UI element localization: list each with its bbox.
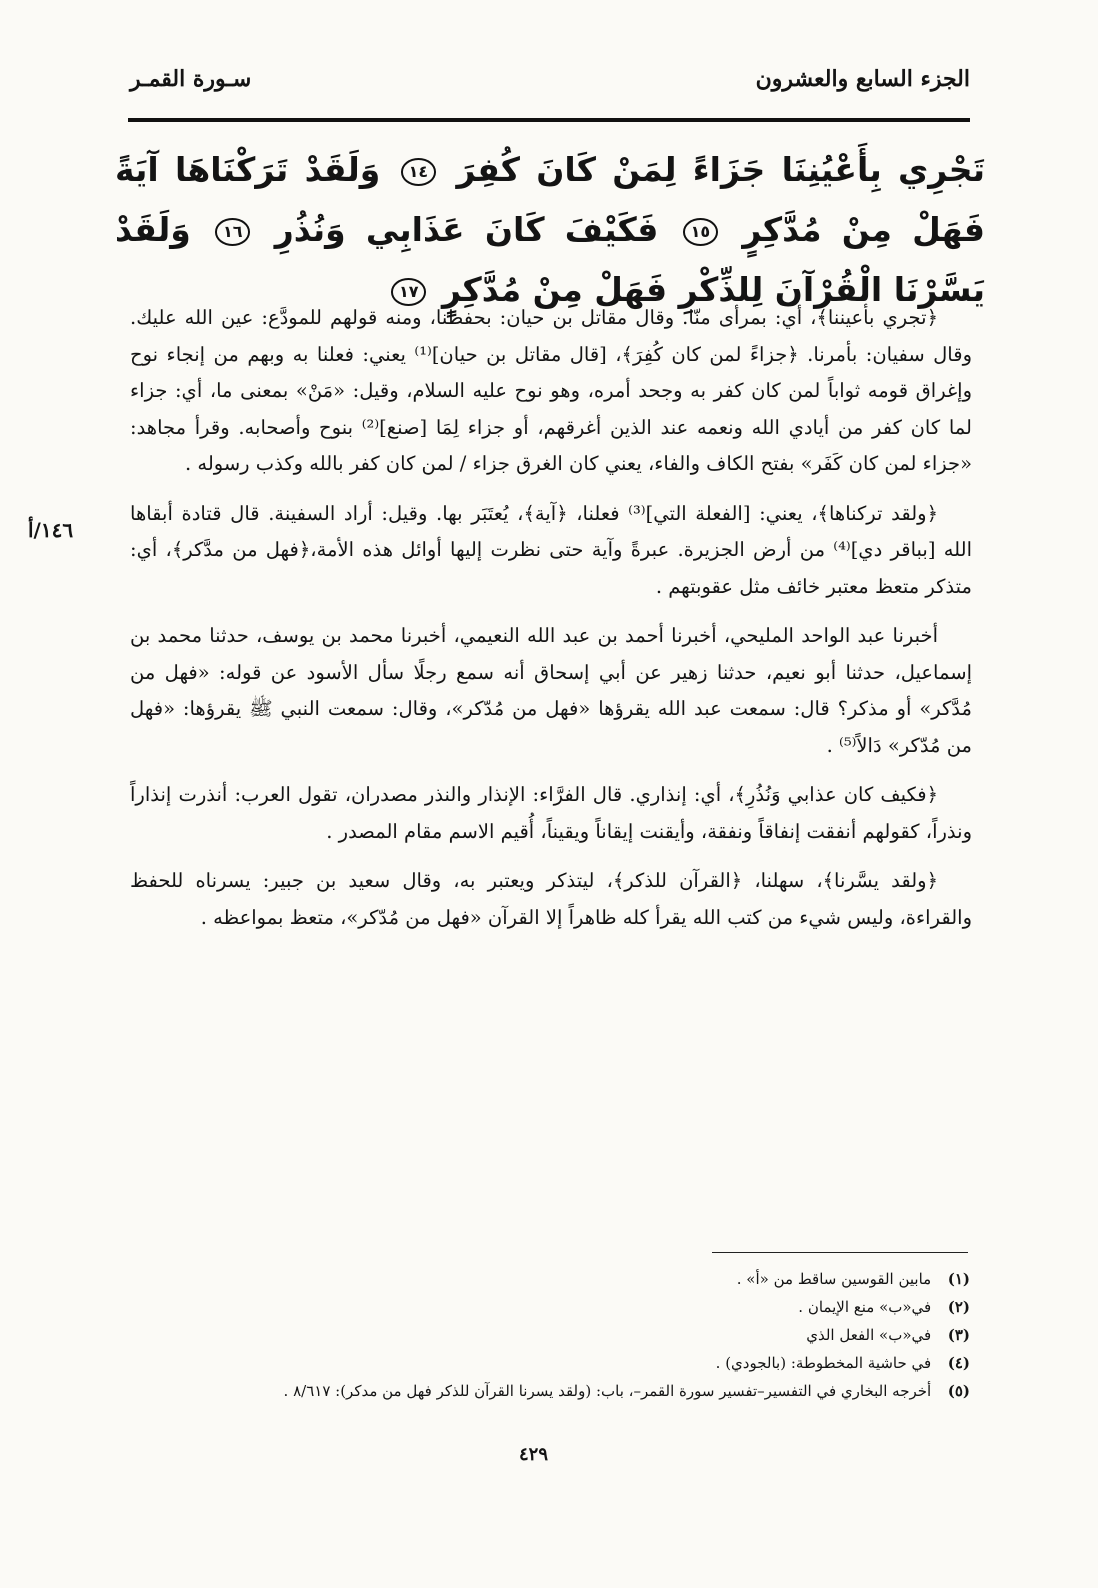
verse-text: تَجْرِي بِأَعْيُنِنَا جَزَاءً لِمَنْ كَانَ كُفِرَ bbox=[456, 150, 985, 189]
commentary-paragraph: ﴿ولقد يسَّرنا﴾، سهلنا، ﴿القرآن للذكر﴾، ليتذكر ويعتبر به، وقال سعيد بن جبير: يسرناه للحفظ والقراءة، وليس شيء من كتب الله يقرأ كله ظاهراً إلا القرآن «فهل من مُدّكر»، متعظ بمواعظه . bbox=[130, 869, 972, 929]
footnote-number: (٣) bbox=[947, 1326, 970, 1344]
quran-verses-block bbox=[115, 140, 985, 320]
footnote-separator bbox=[712, 1252, 968, 1253]
verse-text: وَلَقَدْ يَسَّرْنَا الْقُرْآنَ لِلذِّكْرِ فَهَلْ مِنْ مُدَّكِرٍ bbox=[115, 210, 985, 309]
footnote-item bbox=[140, 1349, 970, 1377]
commentary-paragraph: ﴿تجري بأعيننا﴾، أي: بمرأى منّا. وقال مقاتل بن حيان: بحفظنا، ومنه قولهم للمودَّع: عين الله عليك. وقال سفيان: بأمرنا. ﴿جزاءً لمن كان كُفِرَ﴾، [قال مقاتل بن حيان]⁽¹⁾ يعني: فعلنا به وبهم من إنجاء نوح وإغراق قومه ثواباً لمن كان كفر به وجحد أمره، وهو نوح عليه السلام، وقيل: «مَنْ» بمعنى ما، أي: جزاء لما كان كفر من أيادي الله ونعمه عند الذين أغرقهم، أو جزاء لِمَا [صنع]⁽²⁾ بنوح وأصحابه. وقرأ مجاهد: «جزاء لمن كان كَفَر» بفتح الكاف والفاء، يعني كان الغرق جزاء / لمن كان كفر بالله وكذب رسوله . bbox=[130, 306, 972, 475]
footnote-text: مابين القوسين ساقط من «أ» . bbox=[736, 1270, 932, 1288]
verse-text: فَكَيْفَ كَانَ عَذَابِي وَنُذُرِ bbox=[274, 210, 659, 249]
footnote-number: (١) bbox=[947, 1270, 970, 1288]
ayah-number-marker: ١٥ bbox=[683, 218, 719, 246]
header-rule bbox=[128, 118, 970, 122]
footnote-item bbox=[140, 1377, 970, 1405]
ayah-number-marker: ١٦ bbox=[215, 218, 251, 246]
footnote-number: (٤) bbox=[947, 1354, 970, 1372]
commentary-paragraph: ﴿فكيف كان عذابي وَنُذُرِ﴾، أي: إنذاري. قال الفرَّاء: الإنذار والنذر مصدران، تقول العرب: أنذرت إنذاراً ونذراً، كقولهم أنفقت إنفاقاً ونفقة، وأيقنت إيقاناً ويقيناً، أُقيم الاسم مقام المصدر . bbox=[130, 783, 972, 843]
running-header-part: الجزء السابع والعشرون bbox=[755, 66, 970, 92]
commentary-body bbox=[130, 300, 972, 949]
footnote-item bbox=[140, 1265, 970, 1293]
footnote-number: (٥) bbox=[947, 1382, 970, 1400]
manuscript-folio-note: ١٤٦/أ bbox=[28, 518, 74, 542]
footnote-item bbox=[140, 1321, 970, 1349]
footnotes bbox=[140, 1265, 970, 1405]
ayah-number-marker: ١٧ bbox=[391, 278, 427, 306]
running-header-surah: سـورة القمـر bbox=[130, 66, 252, 92]
hadith-paragraph: أخبرنا عبد الواحد المليحي، أخبرنا أحمد بن عبد الله النعيمي، أخبرنا محمد بن يوسف، حدثنا محمد بن إسماعيل، حدثنا أبو نعيم، حدثنا زهير عن أبي إسحاق أنه سمع رجلًا سأل الأسود عن قوله: «فهل من مُدَّكر» أو مذكر؟ قال: سمعت عبد الله يقرؤها «فهل من مُدّكر»، وقال: سمعت النبي ﷺ يقرؤها: «فهل من مُدّكر» دَالاً⁽⁵⁾ . bbox=[130, 624, 972, 757]
footnote-text: أخرجه البخاري في التفسير–تفسير سورة القمر–، باب: (ولقد يسرنا القرآن للذكر فهل من مدكر): ٨/٦١٧ . bbox=[283, 1382, 932, 1400]
footnote-text: في«ب» الفعل الذي bbox=[806, 1326, 932, 1344]
page-number: ٤٢٩ bbox=[519, 1444, 549, 1465]
footnote-text: في«ب» منع الإيمان . bbox=[798, 1298, 932, 1316]
verse-text: وَلَقَدْ تَرَكْنَاهَا آيَةً فَهَلْ مِنْ مُدَّكِرٍ bbox=[115, 150, 985, 249]
footnote-item bbox=[140, 1293, 970, 1321]
commentary-paragraph: ﴿ولقد تركناها﴾، يعني: [الفعلة التي]⁽³⁾ فعلنا، ﴿آية﴾، يُعتَبَر بها. وقيل: أراد السفينة. قال قتادة أبقاها الله [بباقر دي]⁽⁴⁾ من أرض الجزيرة. عبرةً وآية حتى نظرت إليها أوائل هذه الأمة،﴿فهل من مدَّكر﴾، أي: متذكر متعظ معتبر خائف مثل عقوبتهم . bbox=[130, 501, 972, 598]
footnote-text: في حاشية المخطوطة: (بالجودي) . bbox=[715, 1354, 932, 1372]
ayah-number-marker: ١٤ bbox=[401, 158, 437, 186]
footnote-number: (٢) bbox=[947, 1298, 970, 1316]
